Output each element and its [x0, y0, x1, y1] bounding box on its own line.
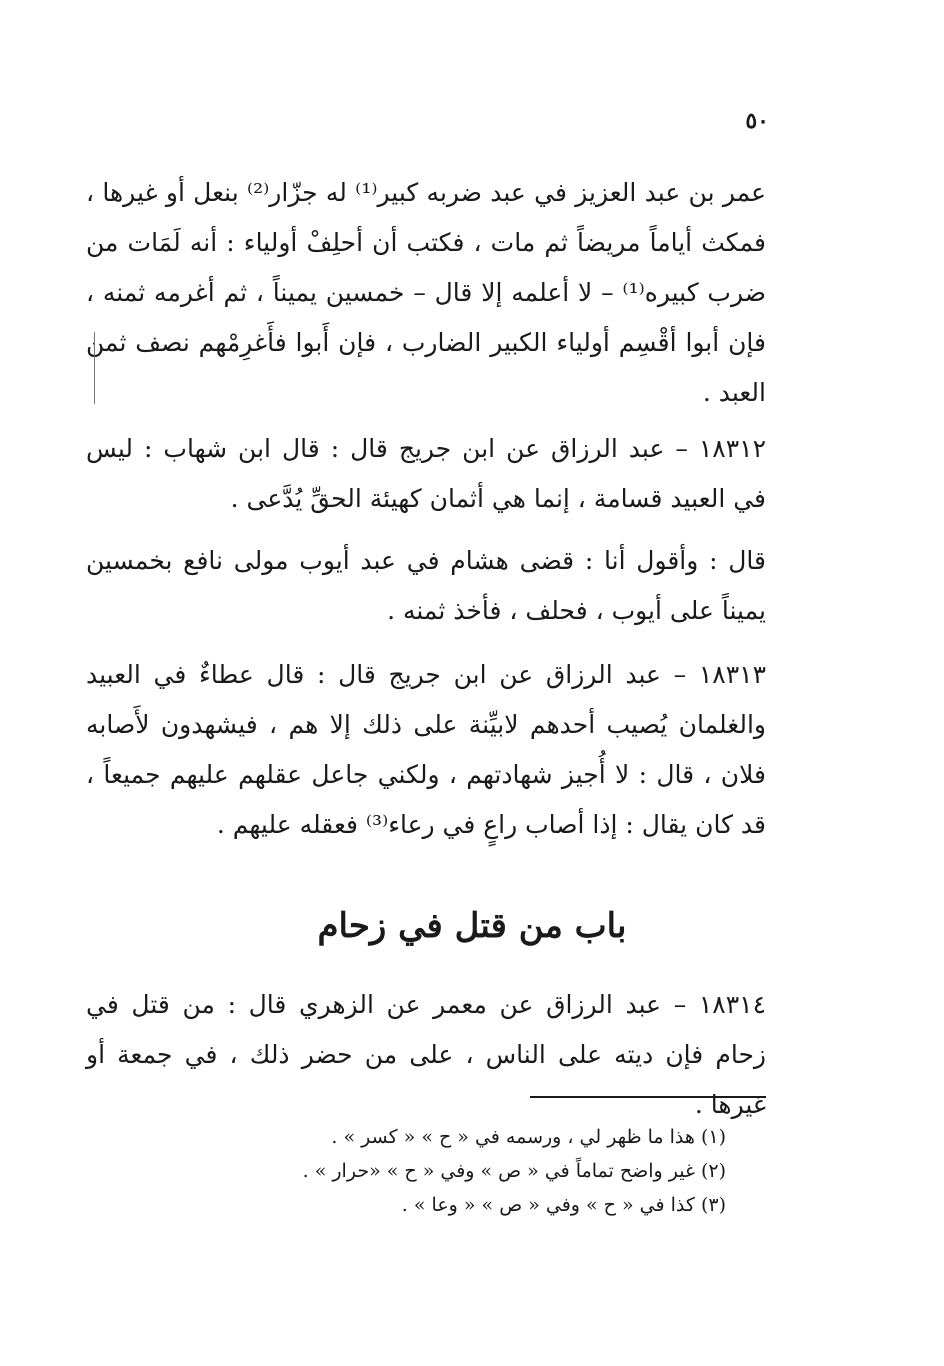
footnote-divider [530, 1096, 766, 1098]
footnote-3: (٣) كذا في « ح » وفي « ص » « وعا » . [401, 1194, 726, 1216]
footnote-1: (١) هذا ما ظهر لي ، ورسمه في « ح » « كسر » . [331, 1126, 726, 1148]
paragraph-hisham-ruling: قال : وأقول أنا : قضى هشام في عبد أيوب مولى نافع بخمسين يميناً على أيوب ، فحلف ، فأخذ ثمنه . [86, 546, 766, 625]
paragraph-18313: ١٨٣١٣ – عبد الرزاق عن ابن جريج قال : قال عطاءٌ في العبيد والغلمان يُصيب أحدهم لابيِّنة على ذلك إلا هم ، فيشهدون لأَصابه فلان ، قال : لا أُجيز شهادتهم ، ولكني جاعل عقلهم عليهم جميعاً ، قد كان يقال : إذا أصاب راعٍ في رعاء⁽³⁾ فعقله عليهم . [86, 660, 766, 839]
section-title: باب من قتل في زحام [317, 906, 627, 946]
paragraph-18314: ١٨٣١٤ – عبد الرزاق عن معمر عن الزهري قال : من قتل في زحام فإن ديته على الناس ، على من حضر ذلك ، في جمعة أو غيرها . [86, 990, 766, 1119]
footnotes [246, 1120, 726, 1222]
footnote-2: (٢) غير واضح تماماً في « ص » وفي « ح » «حرار » . [302, 1160, 726, 1182]
page-number: ٥٠ [745, 108, 769, 134]
paragraph-continuation: عمر بن عبد العزيز في عبد ضربه كبير⁽¹⁾ له جزّار⁽²⁾ بنعل أو غيرها ، فمكث أياماً مريضاً ثم مات ، فكتب أن أحلِفْ أولياء : أنه لَمَات من ضرب كبيره⁽¹⁾ – لا أعلمه إلا قال – خمسين يميناً ، ثم أغرمه ثمنه ، فإن أبوا أقْسِم أولياء الكبير الضارب ، فإن أَبوا فأَغرِمْهم نصف ثمن العبد . [86, 178, 767, 407]
margin-mark [94, 332, 95, 404]
paragraph-18312: ١٨٣١٢ – عبد الرزاق عن ابن جريج قال : قال ابن شهاب : ليس في العبيد قسامة ، إنما هي أثمان كهيئة الحقِّ يُدَّعى . [86, 434, 766, 513]
